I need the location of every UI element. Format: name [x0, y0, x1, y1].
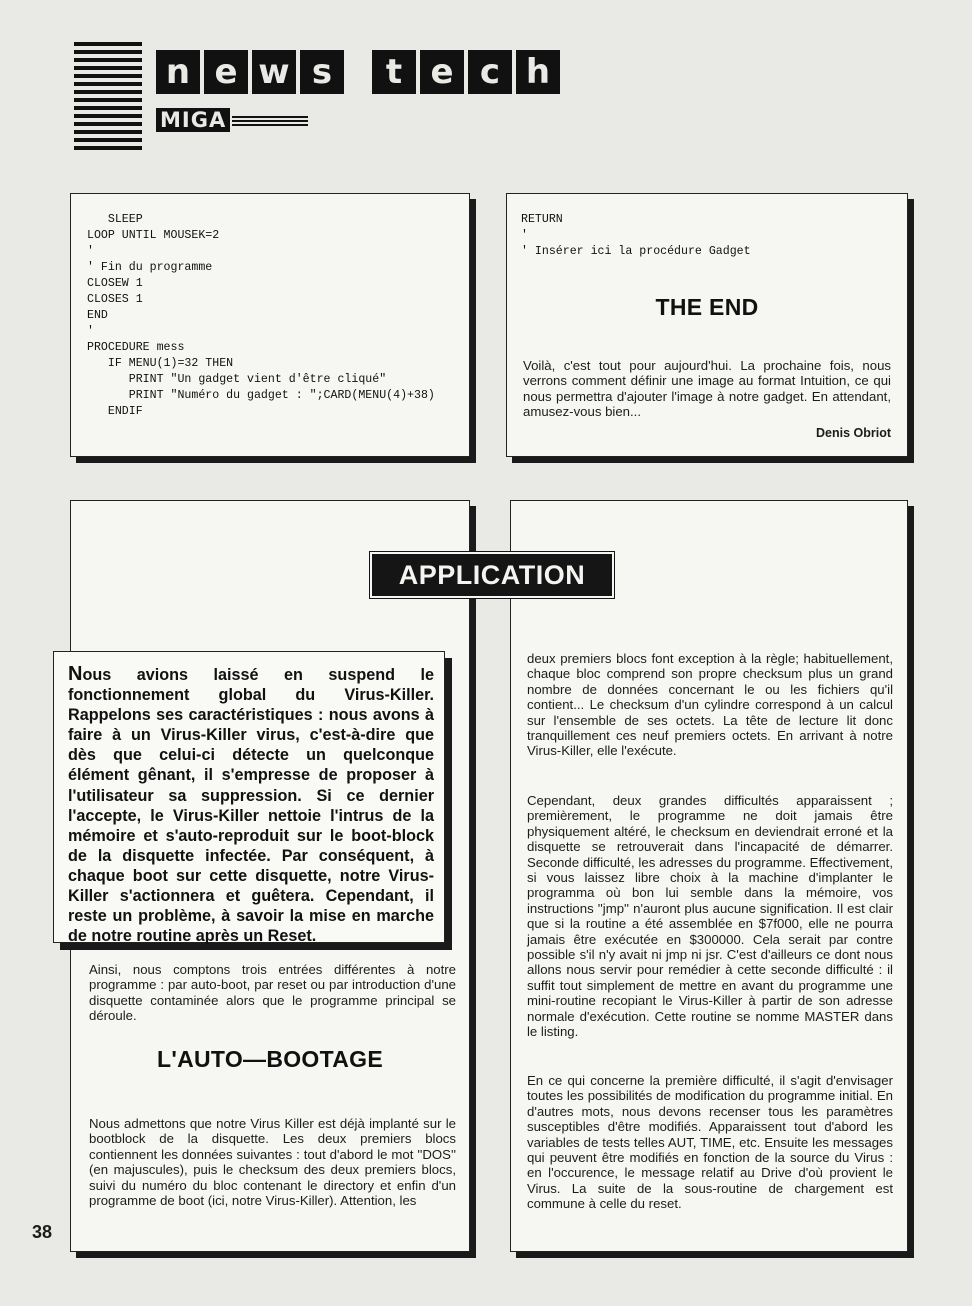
page-number: 38	[32, 1222, 53, 1242]
author: Denis Obriot	[815, 426, 891, 440]
paragraph: Ainsi, nous comptons trois entrées différentes à notre programme : par auto-boot, par reset ou par introduction d'une disquette contaminée alors que le programme principal se déroule.	[89, 962, 456, 1024]
logo-letter: e	[204, 50, 248, 94]
code-lines: SLEEP LOOP UNTIL MOUSEK=2 ' ' Fin du programme CLOSEW 1 CLOSES 1 END ' PROCEDURE mess IF MENU(1)=32 THEN PRINT "Un gadget vient d'être cliqué" PRINT "Numéro du gadget : ";CARD(MENU(4)+38) ENDIF	[87, 213, 435, 418]
logo-letter: w	[252, 50, 296, 94]
logo-stripes	[74, 42, 142, 152]
auto-bootage-heading: L'AUTO—BOOTAGE	[156, 1046, 384, 1072]
logo-letter: h	[516, 50, 560, 94]
application-article-right	[510, 500, 908, 1252]
logo-letter: s	[300, 50, 344, 94]
paragraph: deux premiers blocs font exception à la règle; habituellement, chaque bloc comprend son propre checksum plus un grand nombre de données concernant le ou les fichiers qu'il contient... Le checksum d'un cylindre correspond à un calcul sur l'ensemble de ses octets. La tête de lecture lit donc tranquillement ces neuf premiers octets. En arrivant à notre Virus-Killer, elle l'exécute.	[527, 651, 893, 759]
logo-brand: MIGA	[156, 108, 230, 132]
application-section-label: APPLICATION	[370, 552, 614, 598]
news-tech-amiga-logo	[72, 36, 552, 136]
paragraph: Cependant, deux grandes difficultés apparaissent ; premièrement, le programme ne doit jamais être physiquement altéré, le checksum en deviendrait erroné et la disquette se retrouverait dans l'incapacité de démarrer. Seconde difficulté, les adresses du programme. Effectivement, si vous laissez libre choix à la machine d'implanter le programma où bon lui semble dans la mémoire, vos instructions ''jmp'' n'auront plus aucune signification. Il est clair que si la routine a été assemblée en $7f000, elle ne pourra jamais être exécutée en $300000. Cela serait par contre possible s'il n'y avait ni jmp ni jsr. C'est d'ailleurs ce dont nous allons nous servir pour remédier à cette seconde difficulté : il suffit tout simplement de mettre en avant du programme une mini-routine recopiant le Virus-Killer à partir de son adresse normale d'exécution. Cette routine se nomme MASTER dans le listing.	[527, 793, 893, 1040]
intro-body: ous avions laissé en suspend le fonctionnement global du Virus-Killer. Rappelons ses caractéristiques : nous avons à faire à un Virus-Killer virus, c'est-à-dire que dès que celui-ci détecte un quelconque élément gênant, il s'empresse de proposer à l'utilisateur sa suppression. Si ce dernier l'accepte, le Virus-Killer nettoie l'intrus de la mémoire et s'auto-reproduit sur le boot-block de la disquette infectée. Par conséquent, à chaque boot sur cette disquette, notre Virus-Killer s'actionnera et guêtera. Cependant, il reste un problème, à savoir la mise en marche de notre routine après un Reset.	[68, 666, 434, 946]
the-end-heading: THE END	[655, 294, 759, 320]
code-lines: RETURN ' ' Insérer ici la procédure Gadget	[521, 213, 751, 258]
paragraph: Nous admettons que notre Virus Killer est déjà implanté sur le bootblock de la disquette. Les deux premiers blocs contiennent les données suivantes : tout d'abord le mot ''DOS'' (en majuscules), puis le checksum des deux premiers blocs, suivi du numéro du bloc contenant le directory et enfin d'un programme de boot (ici, notre Virus-Killer). Attention, les	[89, 1116, 456, 1209]
logo-underline	[232, 116, 308, 128]
intro-box	[53, 651, 445, 946]
paragraph: En ce qui concerne la première difficulté, il s'agit d'envisager toutes les possibilités de modification du programme initial. En d'autres mots, nous devons recenser tous les paramètres susceptibles d'être modifiés. Apparaissent tout d'abord les variables de tests telles AUT, TIME, etc. Ensuite les messages qui peuvent être modifiés en fonction de la source du Virus : en l'occurence, le message relatif au Drive d'où provient le Virus. La suite de la sous-routine de chargement est commune à celle du reset.	[527, 1073, 893, 1212]
intro-text	[68, 664, 434, 946]
logo-letter: e	[420, 50, 464, 94]
drop-letter: N	[68, 663, 83, 685]
logo-letter: n	[156, 50, 200, 94]
logo-letter: t	[372, 50, 416, 94]
code-listing-right	[506, 193, 908, 457]
code-listing-left	[70, 193, 470, 457]
logo-letter: c	[468, 50, 512, 94]
the-end-text: Voilà, c'est tout pour aujourd'hui. La prochaine fois, nous verrons comment définir une image au format Intuition, ce qui nous permettra d'ajouter l'image à notre gadget. En attendant, amusez-vous bien...	[523, 358, 891, 420]
